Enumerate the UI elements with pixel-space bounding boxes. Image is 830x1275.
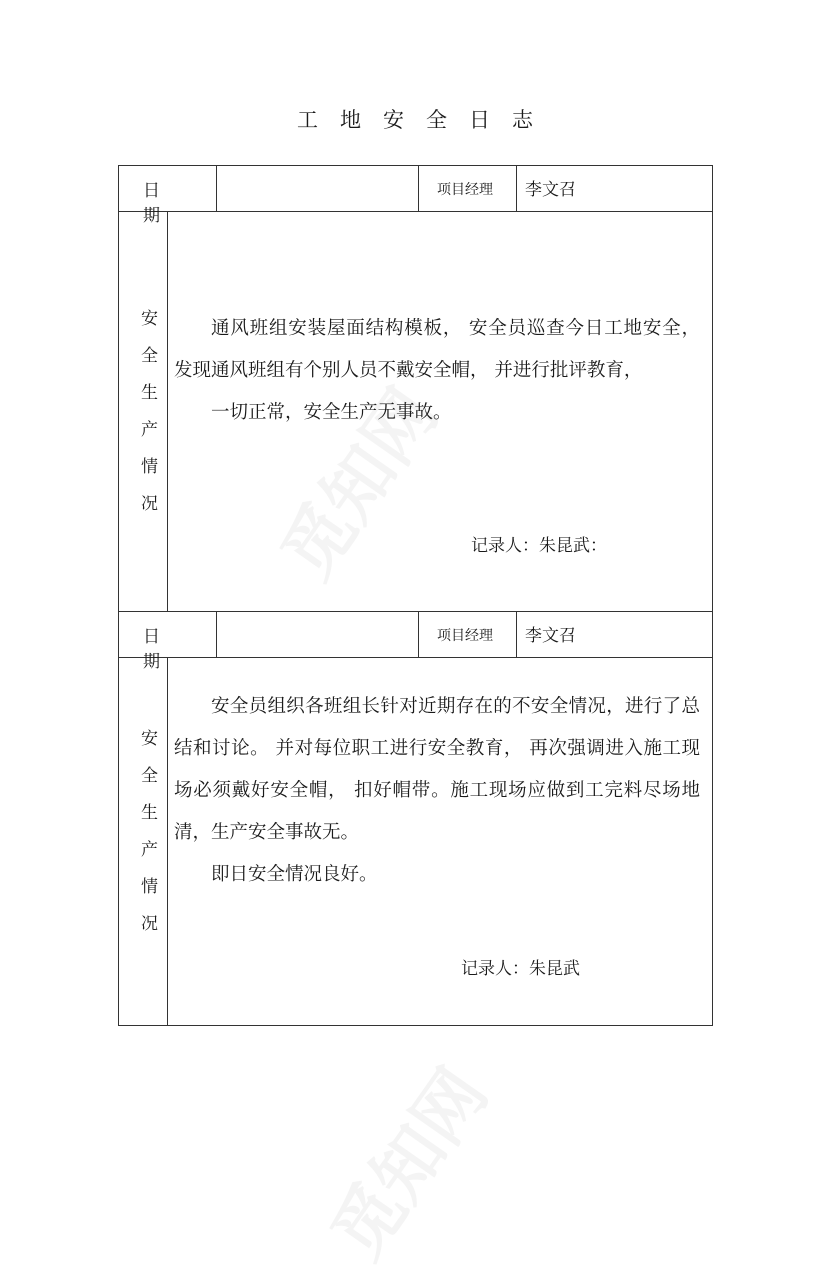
- entry-1-pm-value-cell[interactable]: [517, 166, 712, 211]
- entry-1-content-cell: [168, 212, 712, 611]
- entry-1-side-label: 安全生产情况: [137, 309, 157, 531]
- entry-1-pm-label: 项目经理: [437, 182, 493, 198]
- entry-1-side-cell: [119, 212, 168, 611]
- entry-2-paragraph-2: 即日安全情况良好。: [211, 864, 378, 885]
- entry-2-pm-value-cell[interactable]: [517, 612, 712, 657]
- entry-2-pm-label-cell: [419, 612, 517, 657]
- entry-2-pm-value: 李文召: [525, 626, 576, 646]
- watermark-bottom: [303, 1046, 506, 1275]
- entry-1-body-row: [119, 212, 712, 612]
- entry-2-recorder: 记录人：朱昆武: [461, 959, 580, 979]
- entry-1-paragraph-1: 通风班组安装屋面结构模板， 安全员巡查今日工地安全， 发现通风班组有个别人员不戴安全帽， 并进行批评教育，: [174, 318, 700, 381]
- log-table: [118, 165, 713, 1026]
- entry-1-date-label: 日 期: [143, 181, 178, 226]
- entry-2-date-value-cell[interactable]: [217, 612, 419, 657]
- entry-2-pm-label: 项目经理: [437, 628, 493, 644]
- entry-1-recorder: 记录人：朱昆武：: [471, 536, 607, 556]
- entry-2-content-cell: [168, 658, 712, 1025]
- page-title: 工地安全日志: [297, 108, 555, 132]
- entry-2-side-cell: [119, 658, 168, 1025]
- entry-2-date-label-cell: [119, 612, 217, 672]
- entry-2-date-label: 日 期: [143, 627, 178, 672]
- entry-1-pm-label-cell: [419, 166, 517, 211]
- entry-2-paragraph-1: 安全员组织各班组长针对近期存在的不安全情况，进行了总结和讨论。 并对每位职工进行安全教育， 再次强调进入施工现场必须戴好安全帽， 扣好帽带。施工现场应做到工完料尽场地清，生产安全事故无。: [174, 696, 700, 843]
- entry-2-body-row: [119, 658, 712, 1025]
- entry-1-date-value-cell[interactable]: [217, 166, 419, 211]
- entry-1-paragraph-2: 一切正常，安全生产无事故。: [211, 402, 452, 423]
- entry-1-header-row: [119, 166, 712, 226]
- entry-2-header-row: [119, 612, 712, 672]
- entry-1-pm-value: 李文召: [525, 180, 576, 200]
- entry-1-date-label-cell: [119, 166, 217, 226]
- entry-2-side-label: 安全生产情况: [137, 729, 157, 951]
